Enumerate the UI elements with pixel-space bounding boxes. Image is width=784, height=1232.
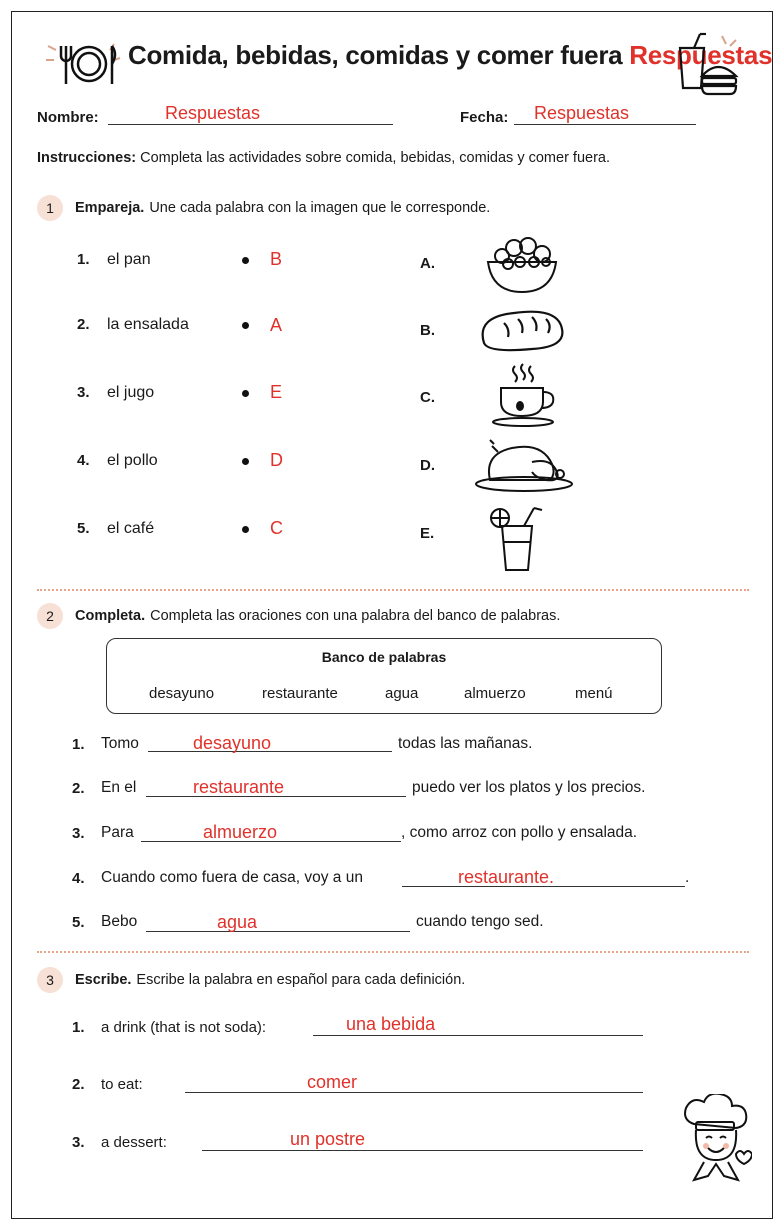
option-letter: A. [420,255,435,272]
definition-blank[interactable] [185,1071,643,1093]
section2-label: Completa. [75,608,146,624]
match-bullet[interactable] [242,458,249,465]
match-answer: C [270,518,283,538]
section2-number: 2 [37,603,63,629]
section1-label: Empareja. [75,200,145,216]
section-divider [37,589,749,591]
date-label: Fecha: [460,109,509,126]
drink-burger-icon [674,30,746,98]
sentence-after: cuando tengo sed. [416,913,544,930]
match-number: 2. [77,316,90,333]
section1-heading [37,195,490,221]
sentence-answer: agua [217,912,258,932]
sentence-blank[interactable] [146,910,410,932]
sentence-after: puedo ver los platos y los precios. [412,779,646,796]
instructions-label: Instrucciones: [37,150,137,166]
word-bank [106,638,662,714]
option-letter: C. [420,389,435,406]
sentence-before: Tomo [101,735,139,752]
sentence-answer: restaurante. [458,867,555,887]
section2-heading [37,603,560,629]
match-number: 3. [77,384,90,401]
name-value: Respuestas [165,103,261,123]
word-bank-word: agua [385,685,419,702]
section3-heading [37,967,465,993]
section1-number: 1 [37,195,63,221]
definition-number: 3. [72,1134,85,1151]
match-answer: A [270,315,283,335]
title-main: Comida, bebidas, comidas y comer fuera [128,40,623,70]
definition-prompt: a drink (that is not soda): [101,1019,267,1036]
section3-label: Escribe. [75,972,132,988]
sentence-after: todas las mañanas. [398,735,533,752]
match-bullet[interactable] [242,257,249,264]
option-letter: E. [420,525,435,542]
definition-number: 2. [72,1076,85,1093]
word-bank-word: restaurante [262,685,338,702]
match-word: el pan [107,251,151,268]
salad-bowl-icon [484,232,560,296]
sentence-answer: restaurante [193,777,285,797]
sentence-number: 3. [72,825,85,842]
juice-glass-icon [488,504,544,572]
definition-answer: una bebida [346,1014,436,1034]
roast-chicken-icon [472,432,576,494]
definition-number: 1. [72,1019,85,1036]
plate-cutlery-icon [44,36,124,92]
section3-number: 3 [37,967,63,993]
date-value: Respuestas [534,103,630,123]
bread-icon [478,305,568,355]
name-label: Nombre: [37,109,99,126]
match-answer: E [270,382,283,402]
definition-answer: comer [307,1072,358,1092]
section3-text: Escribe la palabra en español para cada definición. [136,972,466,988]
word-bank-title: Banco de palabras [321,649,447,665]
match-bullet[interactable] [242,322,249,329]
coffee-cup-icon [487,362,559,428]
match-word: el jugo [107,384,155,401]
word-bank-word: desayuno [149,685,215,702]
sentence-before: Cuando como fuera de casa, voy a un [101,869,363,886]
sentence-answer: almuerzo [203,822,278,842]
sentence-after: . [685,869,690,886]
section2-text: Completa las oraciones con una palabra del banco de palabras. [150,608,561,624]
match-word: la ensalada [107,316,189,333]
sentence-number: 4. [72,870,85,887]
definition-prompt: to eat: [101,1076,143,1093]
sentence-number: 1. [72,736,85,753]
word-bank-word: menú [575,685,613,702]
match-bullet[interactable] [242,526,249,533]
match-bullet[interactable] [242,390,249,397]
chef-icon [680,1094,752,1190]
sentence-before: En el [101,779,137,796]
match-number: 5. [77,520,90,537]
instructions-text: Completa las actividades sobre comida, bebidas, comidas y comer fuera. [140,150,611,166]
sentence-number: 2. [72,780,85,797]
option-letter: B. [420,322,435,339]
section1-text: Une cada palabra con la imagen que le corresponde. [149,200,491,216]
match-number: 4. [77,452,90,469]
definition-blank[interactable] [202,1129,643,1151]
match-number: 1. [77,251,90,268]
word-bank-word: almuerzo [464,685,526,702]
sentence-number: 5. [72,914,85,931]
sentence-before: Bebo [101,913,138,930]
instructions [37,150,610,166]
match-word: el pollo [107,452,158,469]
definition-prompt: a dessert: [101,1134,167,1151]
sentence-answer: desayuno [193,733,272,753]
definition-answer: un postre [290,1129,366,1149]
match-answer: D [270,450,283,470]
sentence-after: , como arroz con pollo y ensalada. [401,824,638,841]
option-letter: D. [420,457,435,474]
section-divider [37,951,749,953]
match-answer: B [270,249,283,269]
match-word: el café [107,520,155,537]
sentence-before: Para [101,824,134,841]
title-answer: Respuestas [629,40,773,70]
